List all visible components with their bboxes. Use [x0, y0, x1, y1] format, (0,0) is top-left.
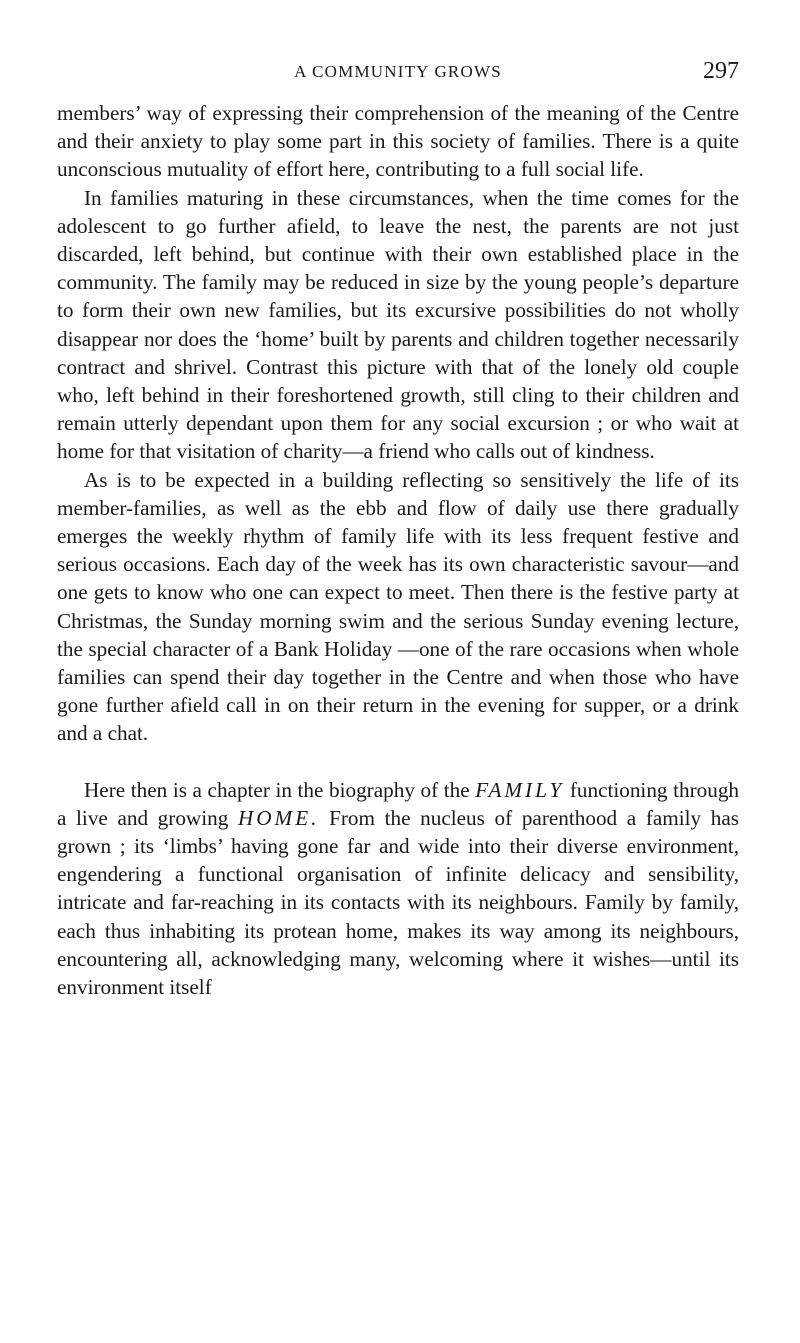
summary-text-part-2: functioning through a live and growing [57, 777, 740, 830]
running-header [57, 58, 739, 88]
running-title: A COMMUNITY GROWS [294, 62, 502, 81]
paragraph-continuation: members’ way of expressing their comprehension of the meaning of the Centre and their anxiety to play some part in this society of families. There is a quite unconscious mutuality of effort here, contributing to a full social life. [57, 101, 739, 182]
book-page [57, 58, 739, 1001]
emphasis-home: HOME. [237, 805, 320, 830]
summary-text-part-1: Here then is a chapter in the biography of the [84, 777, 476, 802]
paragraph-weekly-rhythm: As is to be expected in a building reflecting so sensitively the life of its member-families, as well as the ebb and flow of daily use there gradually emerges the weekly rhythm of family life with its less frequent festive and serious occasions. Each day of the week has its own characteristic savour—and one gets to know who one can expect to meet. Then there is the festive party at Christmas, the Sunday morning swim and the serious Sunday evening lecture, the special character of a Bank Holiday —one of the rare occasions when whole families can spend their day together in the Centre and when those who have gone further afield call in on their return in the evening for supper, or a drink and a chat. [57, 467, 739, 746]
paragraph-chapter-summary [57, 776, 739, 1002]
body-text [57, 99, 739, 1001]
summary-text-part-3: From the nucleus of parenthood a family has grown ; its ‘limbs’ having gone far and wide into their diverse environment, engendering a functional organisation of infinite delicacy and sensibility, intricate and far-reaching in its contacts with its neighbours. Family by family, each thus inhabiting its protean home, makes its way among its neighbours, encountering all, acknowledging many, welcoming where it wishes—until its environment itself [57, 805, 740, 1000]
paragraph-families-maturing: In families maturing in these circumstances, when the time comes for the adolescent to go further afield, to leave the nest, the parents are not just discarded, left behind, but continue with their own established place in the community. The family may be reduced in size by the young people’s departure to form their own new families, but its excursive possibilities do not wholly disappear nor does the ‘home’ built by parents and children together necessarily contract and shrivel. Contrast this picture with that of the lonely old couple who, left behind in their foreshortened growth, still cling to their children and remain utterly dependant upon them for any social excursion ; or who wait at home for that visitation of charity—a friend who calls out of kindness. [57, 185, 739, 464]
page-number: 297 [703, 58, 739, 84]
emphasis-family: FAMILY [475, 777, 565, 802]
